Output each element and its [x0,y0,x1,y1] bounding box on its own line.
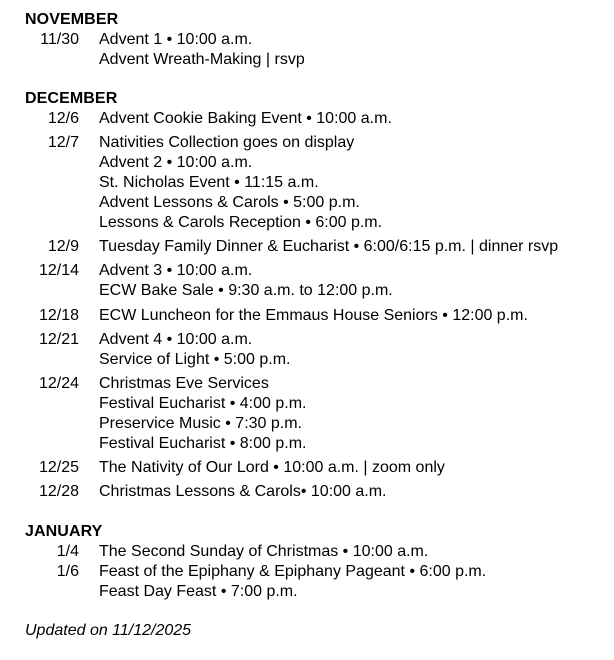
event-date: 12/21 [38,331,79,348]
event-line: Advent 1 • 10:00 a.m. [99,31,253,48]
event-line: Advent Lessons & Carols • 5:00 p.m. [99,194,360,211]
month-heading-december: DECEMBER [25,90,118,107]
event-date: 12/7 [47,134,79,151]
event-line: Nativities Collection goes on display [99,134,355,151]
event-lines [99,562,486,602]
event-line: The Nativity of Our Lord • 10:00 a.m. | zoom only [99,459,445,476]
event-line: Advent 2 • 10:00 a.m. [99,154,253,171]
updated-date-note: Updated on 11/12/2025 [25,622,192,639]
event-lines [99,330,290,370]
event-line: The Second Sunday of Christmas • 10:00 a.m. [99,543,429,560]
event-lines [99,30,305,70]
event-line: Preservice Music • 7:30 p.m. [99,415,302,432]
event-line: Christmas Eve Services [99,375,269,392]
event-date: 12/28 [38,483,79,500]
event-lines [99,458,445,478]
event-date: 1/6 [56,563,79,580]
event-date: 11/30 [40,31,79,48]
event-line: Advent Cookie Baking Event • 10:00 a.m. [99,110,392,127]
event-lines [99,133,382,233]
event-line: Festival Eucharist • 8:00 p.m. [99,435,307,452]
event-line: Feast of the Epiphany & Epiphany Pageant • 6:00 p.m. [99,563,487,580]
event-line: St. Nicholas Event • 11:15 a.m. [99,174,319,191]
event-date: 12/14 [38,262,79,279]
event-date: 12/18 [38,307,79,324]
month-heading-november: NOVEMBER [25,11,119,28]
event-date: 12/25 [38,459,79,476]
event-line: ECW Luncheon for the Emmaus House Seniors • 12:00 p.m. [99,307,528,324]
event-date: 1/4 [56,543,79,560]
event-lines [99,306,528,326]
event-lines [99,109,392,129]
event-line: Advent Wreath-Making | rsvp [99,51,305,68]
event-line: Lessons & Carols Reception • 6:00 p.m. [99,214,383,231]
event-line: Festival Eucharist • 4:00 p.m. [99,395,307,412]
event-line: Feast Day Feast • 7:00 p.m. [99,583,298,600]
event-lines [99,374,306,454]
event-date: 12/24 [38,375,79,392]
event-line: ECW Bake Sale • 9:30 a.m. to 12:00 p.m. [99,282,393,299]
event-line: Tuesday Family Dinner & Eucharist • 6:00/6:15 p.m. | dinner rsvp [99,238,559,255]
event-lines [99,542,428,562]
event-date: 12/9 [47,238,79,255]
event-date: 12/6 [47,110,79,127]
event-lines [99,237,558,257]
event-line: Advent 3 • 10:00 a.m. [99,262,253,279]
event-lines [99,261,393,301]
event-line: Advent 4 • 10:00 a.m. [99,331,253,348]
event-lines [99,482,387,502]
event-line: Christmas Lessons & Carols• 10:00 a.m. [99,483,387,500]
month-heading-january: JANUARY [25,523,103,540]
event-line: Service of Light • 5:00 p.m. [99,351,291,368]
